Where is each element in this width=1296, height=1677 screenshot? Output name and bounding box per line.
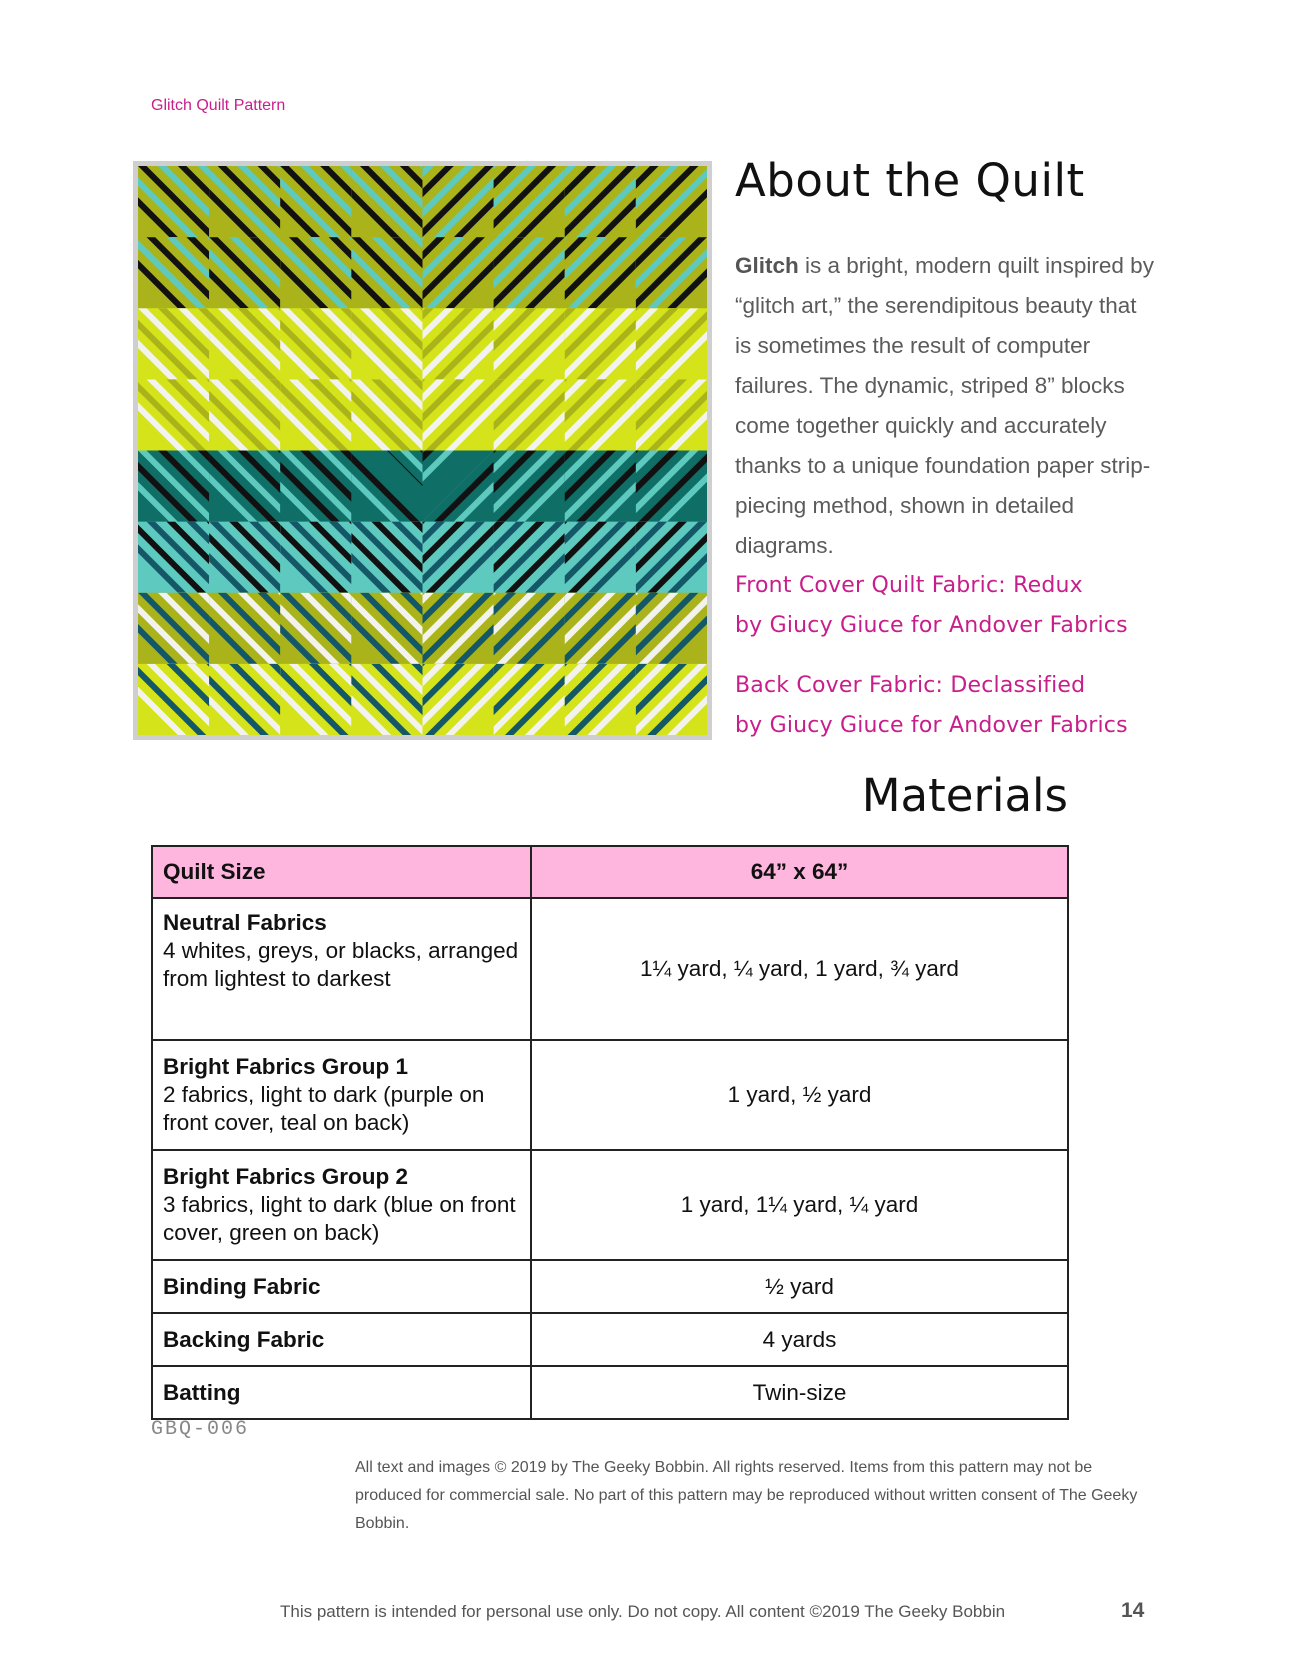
row-title: Batting xyxy=(152,1366,531,1419)
about-description xyxy=(735,246,1155,566)
table-row xyxy=(152,1040,1068,1150)
page-number: 14 xyxy=(1121,1599,1145,1622)
row-description: 3 fabrics, light to dark (blue on front cover, green on back) xyxy=(163,1192,516,1245)
row-value: Twin-size xyxy=(531,1366,1068,1419)
table-row xyxy=(152,898,1068,1040)
materials-table xyxy=(151,845,1069,1420)
pattern-code: GBQ-006 xyxy=(151,1418,250,1441)
row-value: 1 yard, ½ yard xyxy=(531,1040,1068,1150)
table-row xyxy=(152,1260,1068,1313)
copyright-notice: All text and images © 2019 by The Geeky Bobbin. All rights reserved. Items from this pattern may not be produced for commercial sale. No part of this pattern may be reproduced without written consent of The Geeky Bobbin. xyxy=(355,1459,1138,1532)
row-value: 4 yards xyxy=(531,1313,1068,1366)
quilt-name: Glitch xyxy=(735,253,799,278)
row-description: 2 fabrics, light to dark (purple on front cover, teal on back) xyxy=(163,1082,485,1135)
table-row xyxy=(152,1313,1068,1366)
table-header-row xyxy=(152,846,1068,898)
quilt-image xyxy=(138,166,707,735)
row-title: Backing Fabric xyxy=(152,1313,531,1366)
row-title: Neutral Fabrics xyxy=(163,910,327,935)
about-text: is a bright, modern quilt inspired by “glitch art,” the serendipitous beauty that is sometimes the result of computer failures. The dynamic, striped 8” blocks come together quickly and accurately thanks to a unique foundation paper strip-piecing method, shown in detailed diagrams. xyxy=(735,253,1154,558)
row-value: 1¼ yard, ¼ yard, 1 yard, ¾ yard xyxy=(531,898,1068,1040)
back-cover-designer: by Giucy Giuce for Andover Fabrics xyxy=(735,713,1128,738)
row-value: ½ yard xyxy=(531,1260,1068,1313)
about-title: About the Quilt xyxy=(735,154,1085,207)
front-cover-designer: by Giucy Giuce for Andover Fabrics xyxy=(735,613,1128,638)
back-cover-fabric: Back Cover Fabric: Declassified xyxy=(735,673,1086,698)
quilt-size-label: Quilt Size xyxy=(152,846,531,898)
row-title: Bright Fabrics Group 2 xyxy=(163,1164,409,1189)
row-title: Binding Fabric xyxy=(152,1260,531,1313)
materials-title: Materials xyxy=(861,769,1068,822)
back-cover-credit xyxy=(735,666,1128,746)
row-title: Bright Fabrics Group 1 xyxy=(163,1054,409,1079)
row-description: 4 whites, greys, or blacks, arranged from lightest to darkest xyxy=(163,938,519,991)
row-value: 1 yard, 1¼ yard, ¼ yard xyxy=(531,1150,1068,1260)
quilt-size-value: 64” x 64” xyxy=(531,846,1068,898)
front-cover-fabric: Front Cover Quilt Fabric: Redux xyxy=(735,573,1083,598)
table-row xyxy=(152,1366,1068,1419)
footer-note: This pattern is intended for personal use only. Do not copy. All content ©2019 The Geeky Bobbin xyxy=(280,1602,1006,1621)
quilt-photo xyxy=(133,161,712,740)
table-row xyxy=(152,1150,1068,1260)
front-cover-credit xyxy=(735,566,1128,646)
running-header: Glitch Quilt Pattern xyxy=(151,97,286,114)
